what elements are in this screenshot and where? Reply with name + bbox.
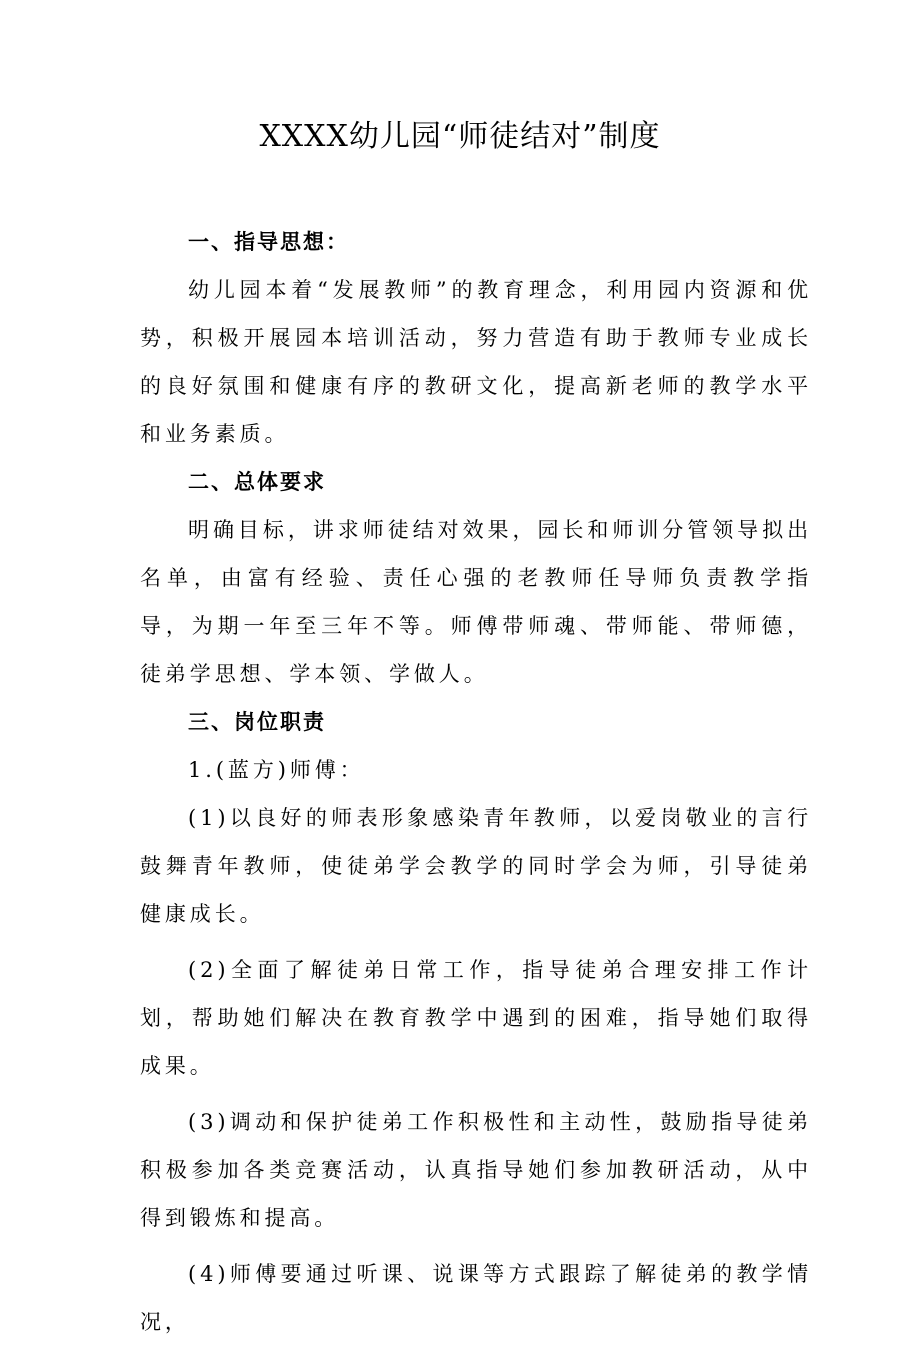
subheading-mentor: 1.(蓝方)师傅：: [188, 758, 365, 782]
section-heading-general-requirements: 二、总体要求: [188, 470, 326, 494]
paragraph-general-requirements: 明确目标，讲求师徒结对效果，园长和师训分管领导拟出名单，由富有经验、责任心强的老教师任导师负责教学指导，为期一年至三年不等。师傅带师魂、带师能、带师德，徒弟学思想、学本领、学做人。: [140, 518, 812, 686]
duty-item-3: (3)调动和保护徒弟工作积极性和主动性，鼓励指导徒弟积极参加各类竞赛活动，认真指导她们参加教研活动，从中得到锻炼和提高。: [140, 1110, 812, 1230]
paragraph-guiding-ideology: 幼儿园本着“发展教师”的教育理念，利用园内资源和优势，积极开展园本培训活动，努力营造有助于教师专业成长的良好氛围和健康有序的教研文化，提高新老师的教学水平和业务素质。: [140, 278, 812, 446]
duty-item-4: (4)师傅要通过听课、说课等方式跟踪了解徒弟的教学情况，: [140, 1262, 812, 1334]
duty-item-2: (2)全面了解徒弟日常工作，指导徒弟合理安排工作计划，帮助她们解决在教育教学中遇到的困难，指导她们取得成果。: [140, 958, 812, 1078]
section-heading-job-duties: 三、岗位职责: [188, 710, 326, 734]
section-heading-guiding-ideology: 一、指导思想：: [188, 230, 349, 254]
duty-item-1: (1)以良好的师表形象感染青年教师，以爱岗敬业的言行鼓舞青年教师，使徒弟学会教学的同时学会为师，引导徒弟健康成长。: [140, 806, 812, 926]
document-title: XXXX幼儿园“师徒结对”制度: [259, 119, 661, 154]
document-body: [140, 218, 812, 1346]
